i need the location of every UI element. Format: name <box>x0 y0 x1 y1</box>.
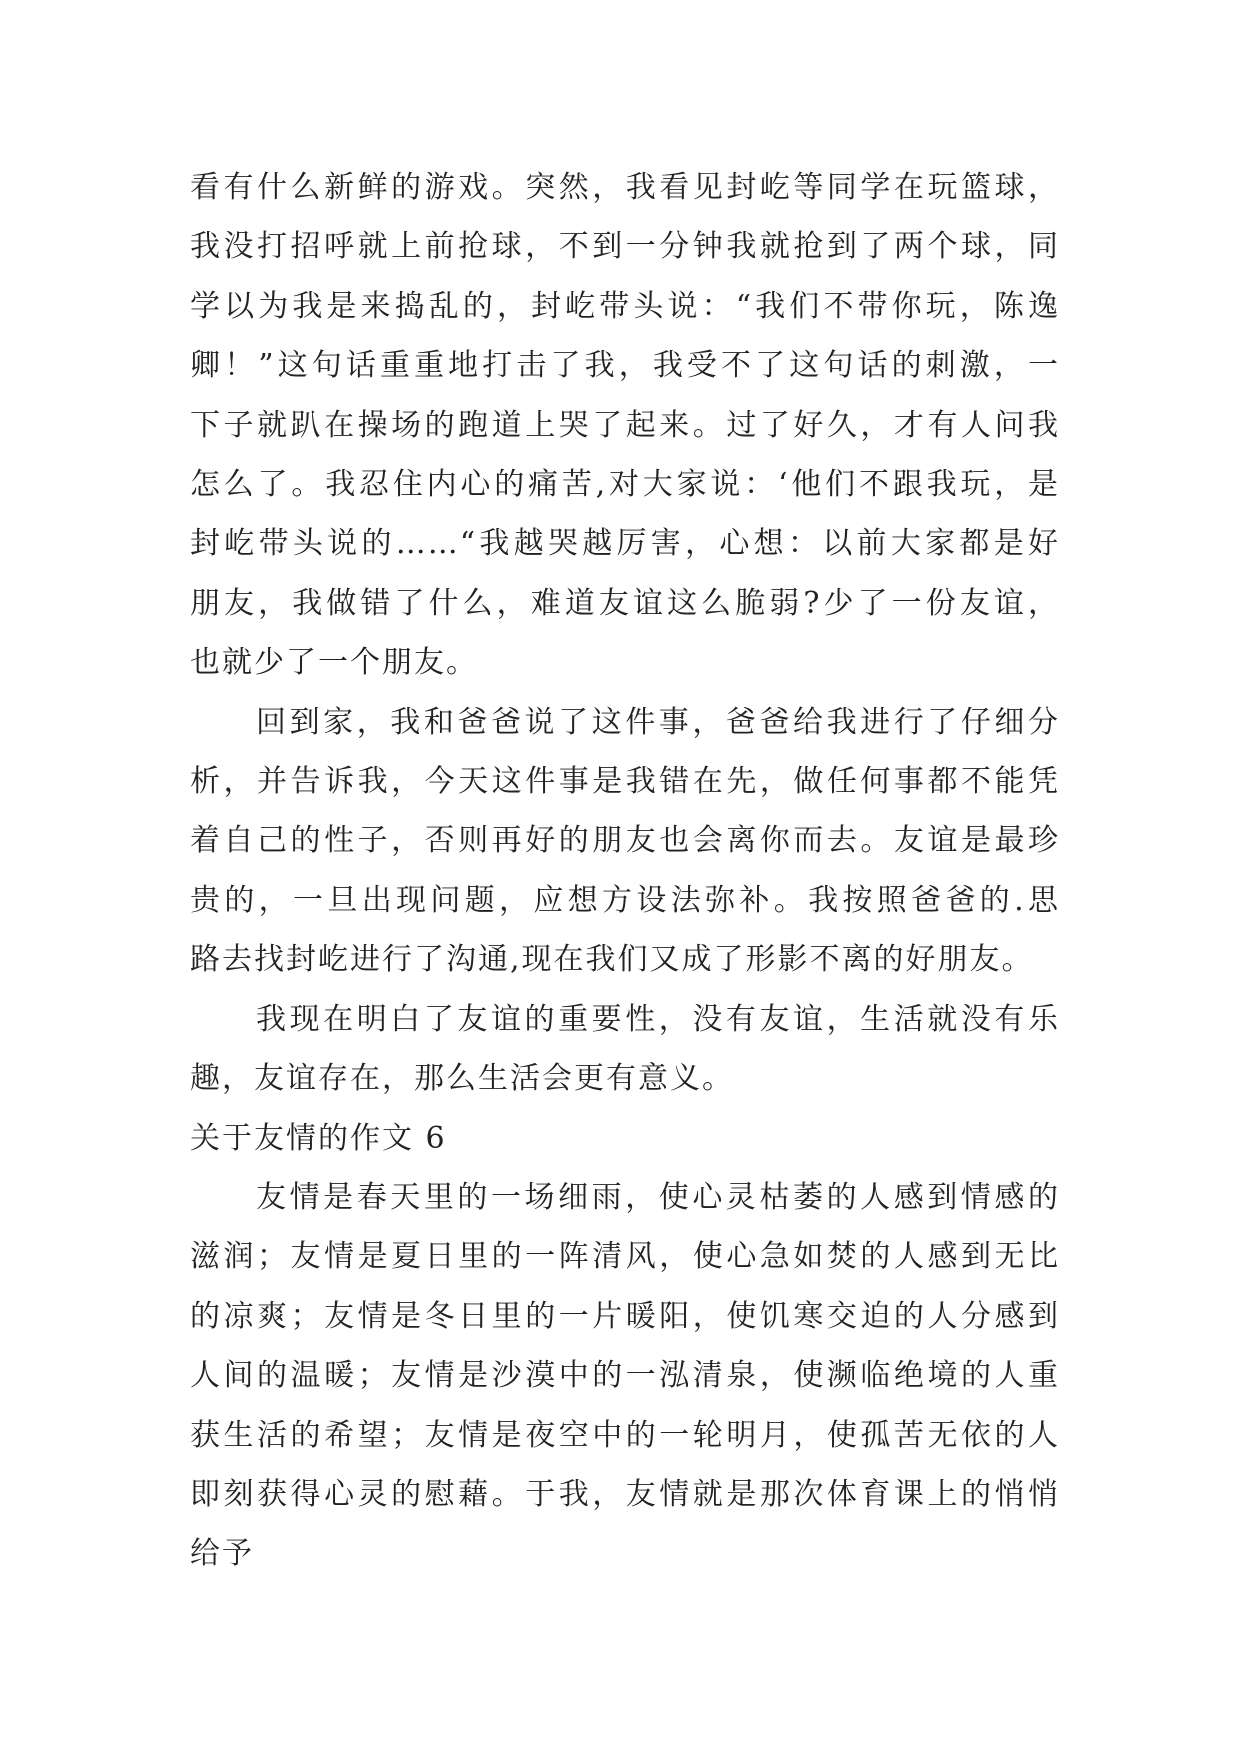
text-line: 下子就趴在操场的跑道上哭了起来。过了好久，才有人问我 <box>190 407 1060 443</box>
text-line: 我现在明白了友谊的重要性，没有友谊，生活就没有乐 <box>256 1001 1060 1037</box>
paragraph-2 <box>190 693 1060 990</box>
text-line: 友情是春天里的一场细雨，使心灵枯萎的人感到情感的 <box>256 1179 1060 1215</box>
text-line: 析，并告诉我，今天这件事是我错在先，做任何事都不能凭 <box>190 764 1060 800</box>
text-line: 给予 <box>190 1536 254 1572</box>
text-line: 学以为我是来捣乱的，封屹带头说：“我们不带你玩，陈逸 <box>190 288 1060 324</box>
text-line: 获生活的希望；友情是夜空中的一轮明月，使孤苦无依的人 <box>190 1417 1060 1453</box>
text-line: 我没打招呼就上前抢球，不到一分钟我就抢到了两个球，同 <box>190 229 1060 265</box>
text-line: 怎么了。我忍住内心的痛苦,对大家说：‘他们不跟我玩，是 <box>190 467 1060 503</box>
section-heading: 关于友情的作文 6 <box>190 1120 447 1156</box>
text-line: 路去找封屹进行了沟通,现在我们又成了形影不离的好朋友。 <box>190 942 1034 978</box>
text-line: 即刻获得心灵的慰藉。于我，友情就是那次体育课上的悄悄 <box>190 1476 1060 1512</box>
text-line: 卿！”这句话重重地打击了我，我受不了这句话的刺激，一 <box>190 348 1060 384</box>
text-line: 滋润；友情是夏日里的一阵清风，使心急如焚的人感到无比 <box>190 1239 1060 1275</box>
text-line: 人间的温暖；友情是沙漠中的一泓清泉，使濒临绝境的人重 <box>190 1358 1060 1394</box>
paragraph-4 <box>190 1168 1060 1584</box>
text-line: 也就少了一个朋友。 <box>190 645 478 681</box>
text-line: 趣，友谊存在，那么生活会更有意义。 <box>190 1061 734 1097</box>
text-line: 看有什么新鲜的游戏。突然，我看见封屹等同学在玩篮球， <box>190 170 1060 205</box>
document-body <box>190 158 1060 1584</box>
text-line: 着自己的性子，否则再好的朋友也会离你而去。友谊是最珍 <box>190 823 1060 859</box>
text-line: 封屹带头说的……“我越哭越厉害，心想：以前大家都是好 <box>190 526 1060 562</box>
text-line: 的凉爽；友情是冬日里的一片暖阳，使饥寒交迫的人分感到 <box>190 1298 1060 1334</box>
paragraph-3 <box>190 990 1060 1109</box>
paragraph-1 <box>190 158 1060 693</box>
text-line: 贵的，一旦出现问题，应想方设法弥补。我按照爸爸的.思 <box>190 882 1060 918</box>
text-line: 回到家，我和爸爸说了这件事，爸爸给我进行了仔细分 <box>256 704 1060 740</box>
text-line: 朋友，我做错了什么，难道友谊这么脆弱?少了一份友谊， <box>190 585 1060 621</box>
